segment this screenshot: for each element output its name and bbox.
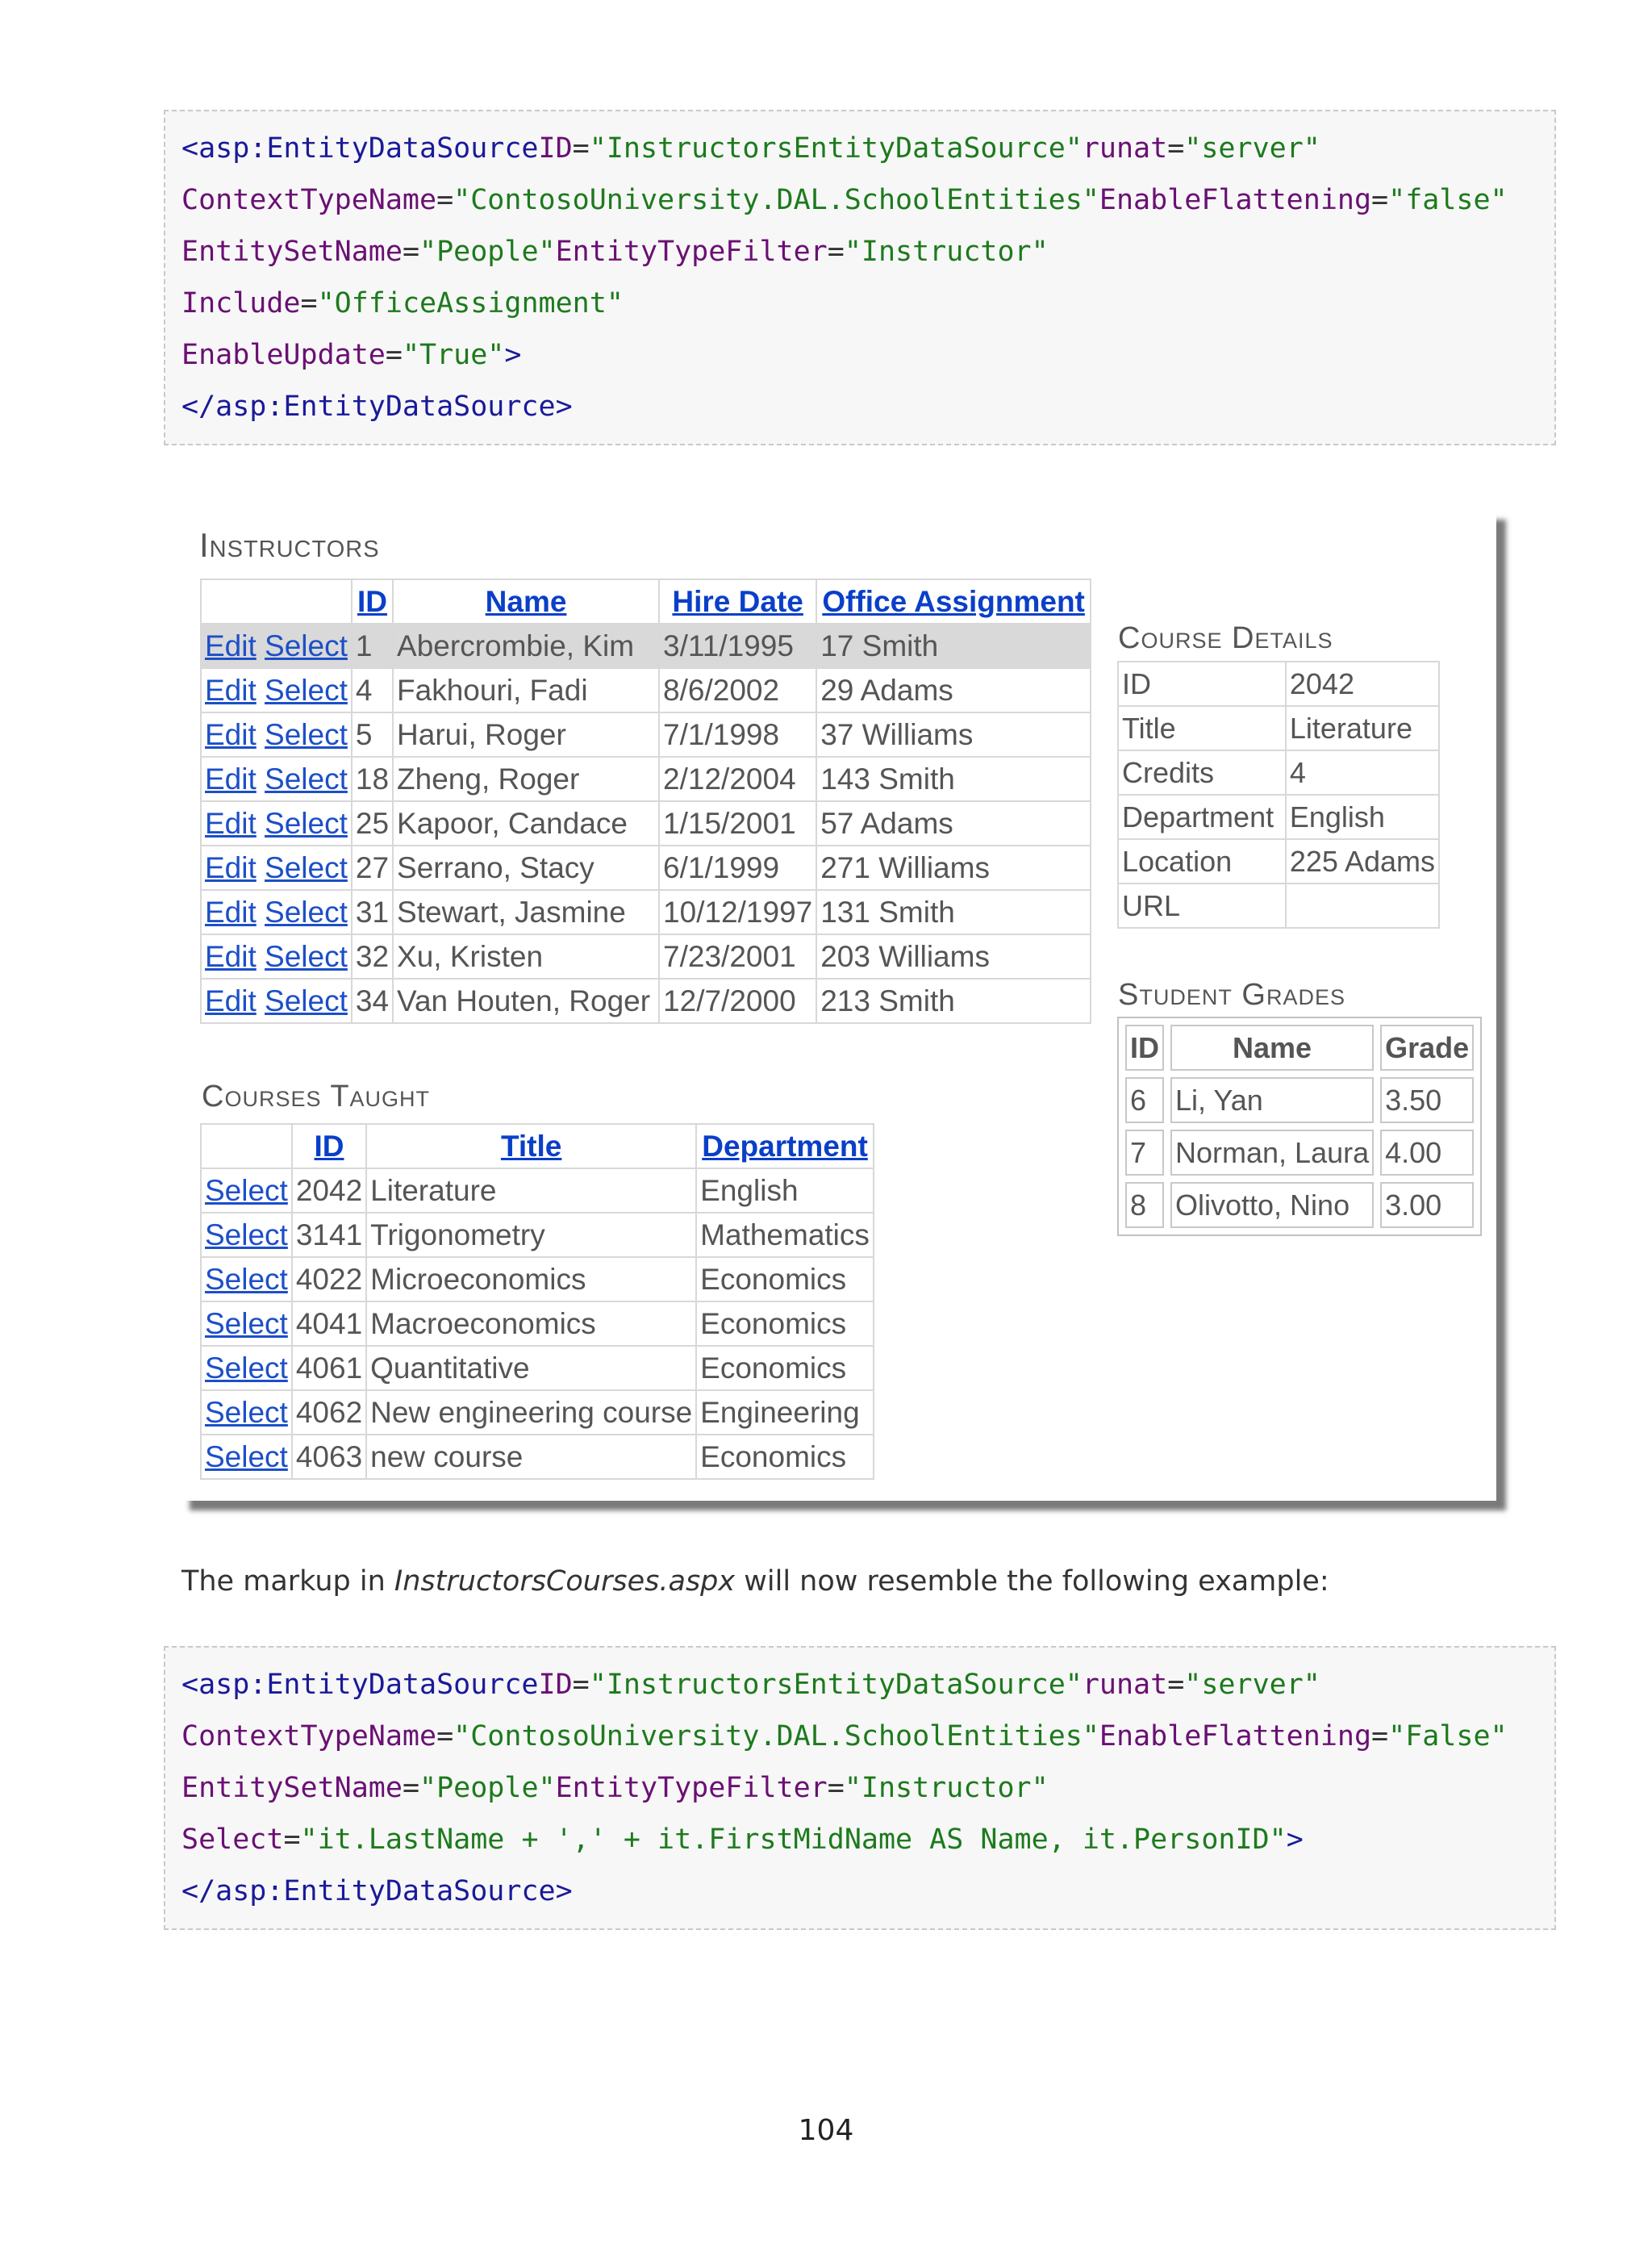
cell-department: Economics [696,1435,874,1479]
select-link[interactable]: Select [265,984,348,1017]
cell-name: Olivotto, Nino [1170,1182,1374,1228]
sort-department-link[interactable]: Department [702,1129,868,1163]
code-token-eq: = [572,1669,590,1701]
code-line [181,1711,1538,1762]
course-row [201,1301,874,1346]
code-token-val: "false" [1388,184,1508,216]
code-token-eq: = [402,236,420,268]
code-token-attr: EnableFlattening [1099,184,1372,216]
cell-office: 213 Smith [816,979,1091,1023]
cell-office: 17 Smith [816,624,1091,668]
courses-body [201,1168,874,1479]
code-token-eq: = [402,1772,420,1804]
detail-row [1118,884,1439,928]
courses-grid [200,1123,874,1480]
cell-hire-date: 12/7/2000 [659,979,816,1023]
code-token-eq: = [300,287,318,320]
code-line [181,226,1538,278]
grades-body [1125,1077,1474,1228]
code-token-val: "People" [419,236,556,268]
code-line [181,1814,1538,1865]
caption-filename: InstructorsCourses.aspx [394,1565,736,1598]
code-token-attr: ID [538,1669,573,1701]
caption-text [181,1565,1329,1598]
detail-value: Literature [1286,706,1439,750]
detail-value [1286,884,1439,928]
code-token-attr: EntitySetName [181,1772,403,1804]
header-name[interactable] [393,579,659,624]
cell-grade: 3.00 [1380,1182,1474,1228]
code-line [181,1762,1538,1814]
cell-title: Trigonometry [366,1213,696,1257]
detail-label: ID [1118,662,1286,706]
header-name: Name [1170,1025,1374,1071]
sort-title-link[interactable]: Title [500,1129,562,1163]
code-token-eq: = [436,184,454,216]
cell-id: 27 [352,846,393,890]
detail-row [1118,706,1439,750]
cell-hire-date: 6/1/1999 [659,846,816,890]
cell-department: Economics [696,1346,874,1390]
cell-name: Van Houten, Roger [393,979,659,1023]
code-token-attr: runat [1082,132,1168,165]
code-line [181,174,1538,226]
code-token-tag: > [1286,1823,1304,1856]
cell-hire-date: 10/12/1997 [659,890,816,934]
code-token-val: "ContosoUniversity.DAL.SchoolEntities" [453,1720,1099,1752]
course-row [201,1257,874,1301]
detail-value: 225 Adams [1286,839,1439,884]
code-token-attr: Include [181,287,301,320]
code-token-eq: = [827,236,845,268]
code-token-tag: </asp:EntityDataSource> [181,1875,573,1907]
cell-id: 8 [1125,1182,1164,1228]
cell-id: 4061 [292,1346,366,1390]
code-token-eq: = [1371,1720,1389,1752]
row-actions [201,712,352,757]
code-token-eq: = [1167,132,1185,165]
detail-row [1118,750,1439,795]
cell-name: Kapoor, Candace [393,801,659,846]
code-token-val: "ContosoUniversity.DAL.SchoolEntities" [453,184,1099,216]
cell-hire-date: 1/15/2001 [659,801,816,846]
code-token-eq: = [572,132,590,165]
select-link[interactable]: Select [265,806,348,840]
cell-name: Abercrombie, Kim [393,624,659,668]
code-token-attr: ContextTypeName [181,1720,437,1752]
edit-link[interactable]: Edit [205,629,257,662]
cell-hire-date: 7/1/1998 [659,712,816,757]
student-grades-title: Student Grades [1118,978,1345,1012]
edit-link[interactable]: Edit [205,939,257,973]
row-actions [201,1213,292,1257]
instructor-row [201,934,1091,979]
cell-id: 6 [1125,1077,1164,1123]
sort-id-link[interactable]: ID [357,584,387,618]
sort-name-link[interactable]: Name [485,584,567,618]
code-token-attr: EnableUpdate [181,339,386,371]
code-token-val: "it.LastName + ',' + it.FirstMidName AS Name, it.PersonID" [300,1823,1287,1856]
caption-after: will now resemble the following example: [735,1565,1329,1598]
detail-row [1118,839,1439,884]
code-lines [181,123,1538,432]
row-actions [201,624,352,668]
cell-name: Xu, Kristen [393,934,659,979]
instructor-row [201,890,1091,934]
cell-name: Li, Yan [1170,1077,1374,1123]
code-token-eq: = [1167,1669,1185,1701]
row-actions [201,1346,292,1390]
code-token-tag: <asp:EntityDataSource [181,132,539,165]
cell-name: Stewart, Jasmine [393,890,659,934]
header-grade: Grade [1380,1025,1474,1071]
row-actions [201,1390,292,1435]
select-link[interactable]: Select [205,1439,288,1473]
cell-hire-date: 2/12/2004 [659,757,816,801]
code-token-val: "InstructorsEntityDataSource" [589,132,1083,165]
row-actions [201,668,352,712]
code-token-attr: EntityTypeFilter [555,1772,828,1804]
select-link[interactable]: Select [265,762,348,796]
cell-department: English [696,1168,874,1213]
instructor-row [201,712,1091,757]
cell-name: Harui, Roger [393,712,659,757]
courses-taught-title: Courses Taught [202,1080,431,1113]
detail-label: Department [1118,795,1286,839]
edit-link[interactable]: Edit [205,717,257,751]
instructor-row [201,801,1091,846]
cell-office: 131 Smith [816,890,1091,934]
cell-id: 3141 [292,1213,366,1257]
select-link[interactable]: Select [265,629,348,662]
cell-grade: 3.50 [1380,1077,1474,1123]
select-link[interactable]: Select [265,850,348,884]
grade-row [1125,1077,1474,1123]
code-token-attr: ContextTypeName [181,184,437,216]
code-token-val: "True" [402,339,505,371]
instructors-title: Instructors [199,526,380,564]
instructors-body [201,624,1091,1023]
code-token-tag: > [504,339,522,371]
instructors-grid [200,579,1091,1024]
cell-title: Macroeconomics [366,1301,696,1346]
cell-office: 57 Adams [816,801,1091,846]
header-id[interactable] [292,1124,366,1168]
instructor-row [201,668,1091,712]
cell-department: Engineering [696,1390,874,1435]
cell-id: 4022 [292,1257,366,1301]
course-row [201,1213,874,1257]
select-link[interactable]: Select [205,1306,288,1340]
row-actions [201,757,352,801]
edit-link[interactable]: Edit [205,984,257,1017]
cell-id: 4062 [292,1390,366,1435]
header-department[interactable] [696,1124,874,1168]
code-line [181,123,1538,174]
instructors-courses-screenshot [180,510,1496,1501]
select-link[interactable]: Select [205,1395,288,1429]
course-row [201,1168,874,1213]
select-link[interactable]: Select [205,1218,288,1251]
header-id[interactable] [352,579,393,624]
cell-office: 37 Williams [816,712,1091,757]
select-link[interactable]: Select [265,717,348,751]
cell-hire-date: 7/23/2001 [659,934,816,979]
code-token-attr: EntitySetName [181,236,403,268]
cell-department: Mathematics [696,1213,874,1257]
select-link[interactable]: Select [265,939,348,973]
grade-row [1125,1130,1474,1176]
cell-name: Zheng, Roger [393,757,659,801]
code-token-eq: = [385,339,403,371]
select-link[interactable]: Select [205,1351,288,1385]
cell-title: Literature [366,1168,696,1213]
cell-name: Norman, Laura [1170,1130,1374,1176]
header-title[interactable] [366,1124,696,1168]
grade-row [1125,1182,1474,1228]
code-line [181,329,1538,381]
header-hire-date[interactable] [659,579,816,624]
cell-id: 34 [352,979,393,1023]
student-grades-grid [1117,1017,1482,1236]
cell-id: 32 [352,934,393,979]
cell-office: 143 Smith [816,757,1091,801]
code-token-eq: = [436,1720,454,1752]
course-details-title: Course Details [1118,621,1333,655]
cell-id: 31 [352,890,393,934]
course-row [201,1435,874,1479]
detail-value: 2042 [1286,662,1439,706]
row-actions [201,979,352,1023]
courses-header-row [201,1124,874,1168]
instructor-row [201,757,1091,801]
cell-office: 271 Williams [816,846,1091,890]
page-number: 104 [798,2114,854,2147]
cell-title: new course [366,1435,696,1479]
code-token-eq: = [827,1772,845,1804]
code-token-val: "server" [1184,1669,1320,1701]
cell-department: Economics [696,1301,874,1346]
course-row [201,1390,874,1435]
sort-id-link[interactable]: ID [314,1129,344,1163]
row-actions [201,801,352,846]
row-actions [201,934,352,979]
select-link[interactable]: Select [205,1262,288,1296]
cell-id: 4063 [292,1435,366,1479]
code-token-attr: runat [1082,1669,1168,1701]
edit-link[interactable]: Edit [205,762,257,796]
code-token-tag: </asp:EntityDataSource> [181,391,573,423]
detail-row [1118,795,1439,839]
sort-office-link[interactable]: Office Assignment [822,584,1085,618]
cell-id: 18 [352,757,393,801]
cell-id: 5 [352,712,393,757]
code-token-val: "Instructor" [844,1772,1049,1804]
detail-value: English [1286,795,1439,839]
cell-office: 203 Williams [816,934,1091,979]
code-token-val: "Instructor" [844,236,1049,268]
row-actions [201,1301,292,1346]
course-details-view [1117,661,1440,929]
code-token-val: "False" [1388,1720,1508,1752]
instructor-row [201,846,1091,890]
cell-hire-date: 3/11/1995 [659,624,816,668]
select-link[interactable]: Select [265,673,348,707]
header-actions [201,579,352,624]
code-token-val: "People" [419,1772,556,1804]
code-token-val: "OfficeAssignment" [317,287,624,320]
code-token-eq: = [283,1823,301,1856]
grades-header-row [1125,1025,1474,1071]
header-id: ID [1125,1025,1164,1071]
details-body [1118,662,1439,928]
row-actions [201,846,352,890]
cell-name: Fakhouri, Fadi [393,668,659,712]
course-row [201,1346,874,1390]
cell-id: 2042 [292,1168,366,1213]
code-token-attr: EnableFlattening [1099,1720,1372,1752]
cell-grade: 4.00 [1380,1130,1474,1176]
detail-label: Title [1118,706,1286,750]
detail-value: 4 [1286,750,1439,795]
row-actions [201,1257,292,1301]
cell-title: Quantitative [366,1346,696,1390]
cell-id: 25 [352,801,393,846]
code-line [181,1659,1538,1711]
instructor-row [201,624,1091,668]
detail-row [1118,662,1439,706]
row-actions [201,1168,292,1213]
code-line [181,1865,1538,1917]
detail-label: Location [1118,839,1286,884]
code-lines [181,1659,1538,1917]
cell-id: 4 [352,668,393,712]
code-block-1 [164,110,1556,445]
code-token-tag: <asp:EntityDataSource [181,1669,539,1701]
code-token-attr: Select [181,1823,284,1856]
cell-hire-date: 8/6/2002 [659,668,816,712]
cell-id: 1 [352,624,393,668]
edit-link[interactable]: Edit [205,850,257,884]
code-token-val: "server" [1184,132,1320,165]
code-token-attr: EntityTypeFilter [555,236,828,268]
cell-id: 7 [1125,1130,1164,1176]
header-actions [201,1124,292,1168]
detail-label: URL [1118,884,1286,928]
code-token-eq: = [1371,184,1389,216]
code-token-attr: ID [538,132,573,165]
edit-link[interactable]: Edit [205,806,257,840]
edit-link[interactable]: Edit [205,673,257,707]
code-line [181,278,1538,329]
cell-department: Economics [696,1257,874,1301]
instructor-row [201,979,1091,1023]
detail-label: Credits [1118,750,1286,795]
caption-before: The markup in [181,1565,394,1598]
row-actions [201,1435,292,1479]
sort-hire-date-link[interactable]: Hire Date [672,584,803,618]
row-actions [201,890,352,934]
cell-id: 4041 [292,1301,366,1346]
instructors-header-row [201,579,1091,624]
cell-office: 29 Adams [816,668,1091,712]
select-link[interactable]: Select [205,1173,288,1207]
cell-title: New engineering course [366,1390,696,1435]
edit-link[interactable]: Edit [205,895,257,929]
header-office[interactable] [816,579,1091,624]
cell-title: Microeconomics [366,1257,696,1301]
code-line [181,381,1538,432]
code-block-2 [164,1646,1556,1930]
select-link[interactable]: Select [265,895,348,929]
code-token-val: "InstructorsEntityDataSource" [589,1669,1083,1701]
cell-name: Serrano, Stacy [393,846,659,890]
